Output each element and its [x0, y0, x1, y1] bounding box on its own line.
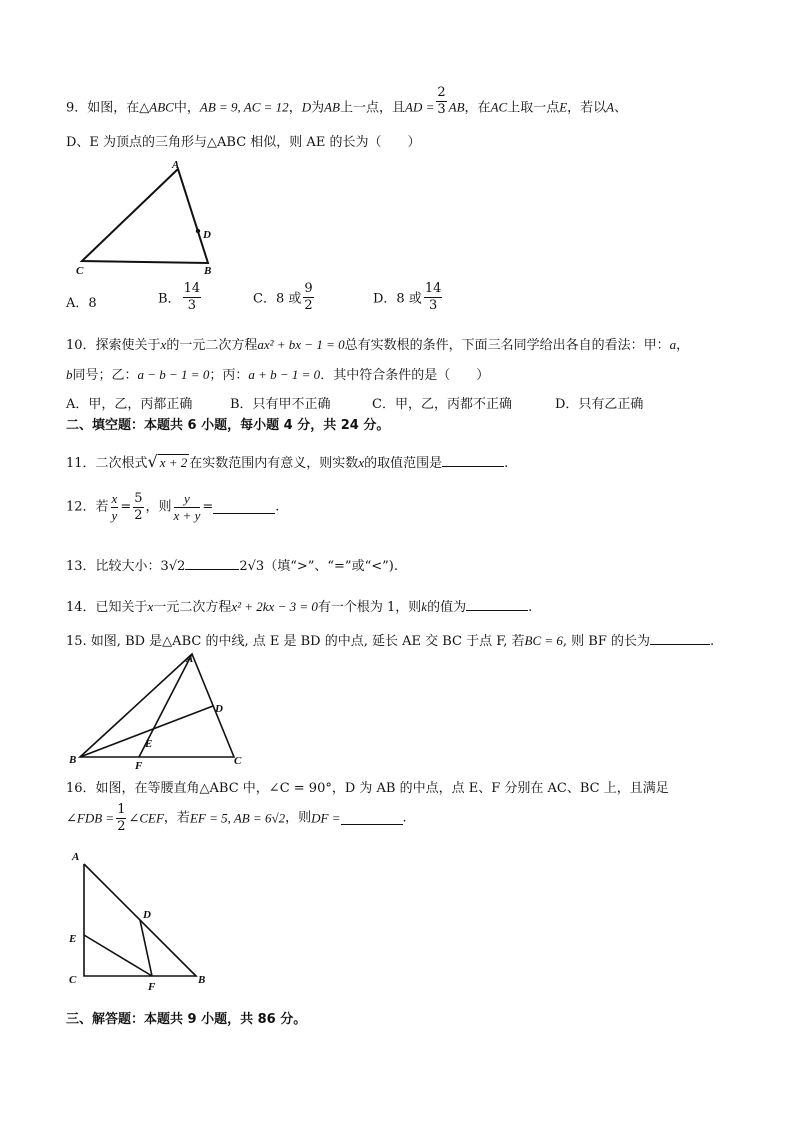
q15-condition: BC = 6 [524, 633, 563, 648]
q11-answer-blank[interactable] [442, 454, 504, 467]
q15-text: . [710, 634, 715, 649]
q13-right-expr: 2√3 [239, 559, 265, 574]
q10-text: ．其中符合条件的是（ ） [320, 368, 490, 383]
q9-label-b: B [204, 265, 212, 277]
q11 [66, 454, 508, 470]
q16-label-c: C [69, 974, 77, 986]
frac-numerator: 9 [304, 281, 313, 296]
q16-fraction [116, 803, 126, 833]
q10-var: x [160, 337, 167, 352]
q16-label-d: D [143, 909, 151, 921]
q10-var: b [66, 367, 73, 382]
q14-text: 一元二次方程 [153, 600, 232, 615]
q11-text: 在实数范围内有意义，则实数 [189, 456, 359, 471]
option-fraction [183, 282, 202, 312]
q14 [66, 598, 532, 614]
q9-var: AD = [405, 99, 435, 115]
frac-denominator: y [111, 507, 118, 523]
q9-triangle-shape [82, 169, 208, 263]
q13 [66, 557, 398, 573]
frac-denominator: x + y [173, 507, 201, 523]
q15-figure [66, 650, 256, 770]
q12-equals: = [120, 499, 132, 515]
q14-answer-blank[interactable] [466, 598, 528, 611]
q11-text: 的取值范围是 [364, 456, 443, 471]
frac-denominator: 3 [428, 297, 438, 313]
q14-text: . [528, 600, 533, 615]
q10-text: ；丙： [209, 368, 249, 383]
frac-denominator: 3 [187, 297, 196, 313]
q15-text: 15. 如图, BD 是△ABC 的中线, 点 E 是 BD 的中点, 延长 AE 交 BC 于点 F, 若 [66, 634, 525, 649]
q16-segment-ef [84, 935, 152, 976]
q12-text: ，则 [145, 499, 172, 515]
q16-label-a: A [72, 851, 80, 863]
q16-line1: 16．如图，在等腰直角△ABC 中，∠C = 90°，D 为 AB 的中点，点 E、F 分别在 AC、BC 上，且满足 [66, 781, 669, 796]
option-fraction [303, 282, 313, 312]
q11-var: x [358, 455, 365, 470]
q13-text: 13．比较大小： [66, 559, 161, 574]
q15-label-c: C [234, 755, 242, 767]
q16-figure [62, 846, 212, 996]
q9-text: 上一点，且 [340, 100, 406, 116]
q9-triangle: △ABC [139, 99, 174, 115]
q14-text: 有一个根为 1，则 [317, 600, 422, 615]
q14-var: k [421, 599, 428, 614]
q10-text: ， [676, 338, 690, 353]
frac-numerator: y [174, 492, 201, 508]
frac-denominator: 2 [117, 818, 126, 834]
q15-answer-blank[interactable] [650, 632, 710, 645]
q10-text: 10．探索使关于 [66, 338, 161, 353]
q13-text: （填“>”、“=”或“<”). [264, 559, 398, 574]
frac-numerator: 2 [437, 85, 446, 100]
q10-text: 同号；乙： [72, 368, 138, 383]
q12-answer-blank[interactable] [213, 501, 275, 514]
q12 [66, 492, 279, 522]
q15-label-d: D [215, 703, 223, 715]
q14-var: x [147, 599, 154, 614]
q16-var: DF = [311, 810, 341, 826]
q10-option-d[interactable]: D．只有乙正确 [555, 397, 644, 412]
q10-line2 [66, 368, 489, 382]
q15-label-f: F [135, 760, 143, 770]
frac-numerator: 14 [424, 281, 442, 296]
q10-option-c[interactable]: C．甲，乙，丙都不正确 [372, 397, 512, 412]
q9-text: ，若以 [567, 100, 607, 116]
option-label: D．8 或 [373, 291, 422, 307]
q9-number: 9． [66, 100, 88, 116]
option-label: B． [158, 291, 181, 307]
frac-denominator: 2 [304, 297, 313, 313]
q10-var: a [669, 337, 677, 352]
q9-option-c[interactable] [253, 282, 316, 312]
q9-point-d [196, 229, 200, 233]
q10-text: 的一元二次方程 [166, 338, 258, 353]
q12-text: . [275, 499, 280, 515]
frac-numerator: 14 [183, 281, 201, 296]
q15 [66, 632, 714, 648]
q9-label-a: A [172, 159, 180, 171]
q16-label-f: F [148, 981, 156, 993]
q10-text: 总有实数根的条件，下面三名同学给出各自的看法：甲： [344, 338, 670, 353]
q16-segment-df [140, 920, 152, 976]
q13-left-expr: 3√2 [160, 559, 186, 574]
q10-line1 [66, 338, 689, 352]
q15-text: , 则 BF 的长为 [562, 634, 651, 649]
frac-numerator: 1 [117, 802, 126, 817]
q15-label-a: A [186, 653, 194, 665]
frac-denominator: 3 [437, 101, 446, 117]
q9-text: 中， [173, 100, 200, 116]
q9-line2: D、E 为顶点的三角形与△ABC 相似，则 AE 的长为（ ） [66, 135, 421, 150]
q10-equation: ax² + bx − 1 = 0 [257, 337, 345, 352]
q14-equation: x² + 2kx − 3 = 0 [231, 599, 318, 614]
q15-label-b: B [69, 754, 77, 766]
q9-text: 为 [311, 100, 325, 116]
q10-condition: a − b − 1 = 0 [137, 367, 210, 382]
q13-answer-blank[interactable] [185, 557, 239, 570]
q9-var: AB [324, 99, 340, 115]
q16-line2 [66, 803, 407, 833]
q10-option-b[interactable]: B．只有甲不正确 [230, 397, 331, 412]
q9-var: D [301, 99, 312, 115]
q9-text: ， [288, 100, 302, 116]
q12-fraction [133, 492, 143, 522]
q9-text: 上取一点 [507, 100, 560, 116]
q9-var: E [559, 99, 568, 115]
q12-text: 12．若 [66, 499, 109, 515]
q11-text: . [504, 456, 509, 471]
q9-option-d[interactable] [373, 282, 444, 312]
q9-var: A [606, 99, 615, 115]
q16-angle: ∠CEF [128, 810, 164, 826]
q16-angle: ∠FDB = [66, 810, 115, 826]
q16-text: ，则 [285, 810, 312, 826]
q9-option-a[interactable]: A．8 [66, 296, 97, 311]
q11-radicand: x + 2 [159, 455, 188, 470]
q16-condition: EF = 5, AB = 6√2 [189, 810, 286, 826]
q9-text: 如图，在 [87, 100, 140, 116]
q9-text: ，在 [464, 100, 491, 116]
q16-text: ，若 [163, 810, 190, 826]
q9-condition: AB = 9, AC = 12 [199, 99, 289, 115]
q12-equals: = [202, 499, 214, 515]
option-label: C．8 或 [253, 291, 302, 307]
section-2-heading: 二、填空题：本题共 6 小题，每小题 4 分，共 24 分。 [66, 418, 390, 433]
q9-option-b[interactable] [158, 282, 203, 312]
q10-option-a[interactable]: A．甲，乙，丙都正确 [66, 397, 193, 412]
q11-radical: √ [147, 452, 158, 471]
q14-text: 14．已知关于 [66, 600, 148, 615]
q12-fraction [111, 492, 119, 522]
q16-answer-blank[interactable] [341, 812, 403, 825]
q16-text: . [402, 810, 407, 826]
q11-text: 11．二次根式 [66, 456, 148, 471]
frac-denominator: 2 [134, 507, 143, 523]
frac-numerator: x [111, 491, 118, 506]
q9-text: 、 [614, 100, 628, 116]
section-3-heading: 三、解答题：本题共 9 小题，共 86 分。 [66, 1012, 307, 1027]
q9-var: AC [490, 99, 508, 115]
q14-text: 的值为 [427, 600, 467, 615]
q9-line1 [66, 85, 628, 117]
q9-var: AB [448, 99, 465, 115]
q9-label-d: D [203, 229, 211, 241]
frac-numerator: 5 [134, 491, 143, 506]
q9-fraction [436, 86, 446, 116]
q9-figure [70, 158, 230, 278]
q10-condition: a + b − 1 = 0 [248, 367, 321, 382]
q15-label-e: E [145, 738, 153, 750]
q15-triangle-abc [80, 654, 234, 757]
q16-label-e: E [69, 933, 77, 945]
option-fraction [424, 282, 443, 312]
q9-label-c: C [76, 265, 84, 277]
q12-fraction [174, 492, 201, 522]
q16-label-b: B [198, 974, 206, 986]
